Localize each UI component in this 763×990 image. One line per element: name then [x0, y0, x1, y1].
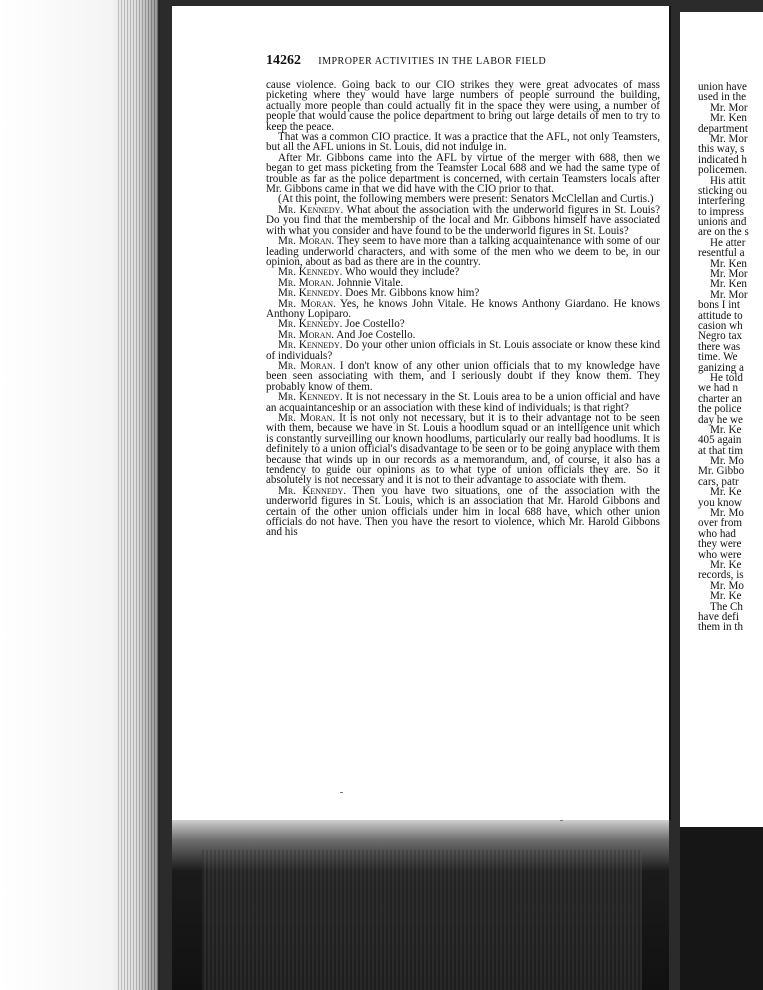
transcript-paragraph: [266, 236, 660, 267]
paragraph-text: Then you have two situations, one of the association with the underworld figures in St. Louis, which is an association that Mr. Harold Gibbons and certain of the other union officials under him in local 688 have, which other union officials do not have. Then you have the resort to violence, which Mr. Harold Gibbons and his: [266, 484, 660, 539]
right-page-bottom-shadow: [680, 827, 763, 990]
speaker-label: Mr. Kennedy.: [278, 287, 343, 300]
paragraph-text: After Mr. Gibbons came into the AFL by virtue of the merger with 688, then we began to get mass picketing from the Teamster Local 688 and we had the same type of trouble as far as the police department is concerned, with certain Teamsters locals after Mr. Gibbons came in that we did have with the CIO prior to that.: [266, 151, 660, 196]
speaker-label: Mr. Moran.: [278, 328, 335, 341]
right-page-line: union have: [698, 81, 747, 93]
transcript-paragraph: [266, 392, 660, 413]
right-page-line: Mr. Mor: [710, 101, 748, 114]
transcript-paragraph: [266, 413, 660, 486]
paragraph-text: Joe Costello?: [345, 318, 405, 331]
speaker-label: Mr. Kennedy.: [278, 484, 347, 497]
right-page-line: indicated h: [698, 153, 747, 166]
right-page-line: are on the s: [698, 226, 749, 239]
speaker-label: Mr. Kennedy.: [278, 318, 343, 331]
right-page-line: who had: [698, 527, 736, 540]
transcript-paragraph: [266, 299, 660, 320]
right-page-line: policemen.: [698, 164, 747, 177]
right-page-line: bons I int: [698, 299, 740, 312]
right-page-line: Mr. Gibbo: [698, 465, 745, 478]
right-page-line: Mr. Mo: [710, 455, 744, 468]
right-page-line: casion wh: [698, 319, 743, 332]
speaker-label: Mr. Kennedy.: [278, 203, 344, 216]
transcript-paragraph: [266, 153, 660, 195]
speaker-label: Mr. Moran.: [278, 297, 336, 310]
speaker-label: Mr. Kennedy.: [278, 391, 343, 404]
paragraph-text: It is not only not necessary, but it is to their advantage not to be seen with them, because we have in St. Louis a hoodlum squad or an intelligence unit which is constantly surveilling our known hoodlums, particularly our really bad hoodlums. It is definitely to a union official's disadvantage to be seen or to be going anyplace with them because that winds up in our records as a memorandum, and, of course, it also has a tendency to guide our opinions as to what type of union officials they are. So it absolutely is not necessary and it is not to their advantage to associate with them.: [266, 412, 660, 487]
right-page-line: the police: [698, 403, 742, 416]
right-page-line: charter an: [698, 392, 743, 405]
paragraph-text: (At this point, the following members were present: Senators McClellan and Curtis.): [278, 193, 654, 206]
right-page-line: over from: [698, 517, 743, 530]
right-page-line: there was: [698, 340, 741, 353]
right-page-line: to impress: [698, 205, 744, 218]
right-page-line: His attit: [710, 174, 746, 187]
paragraph-text: What about the association with the underworld figures in St. Louis? Do you find that the membership of the local and Mr. Gibbons himself have associated with what you consider and have found to be the underworld figures in St. Louis?: [266, 203, 661, 237]
page-header: [266, 52, 660, 68]
right-page-line: Mr. Mo: [710, 579, 744, 592]
transcript-paragraph: [266, 340, 660, 361]
right-page-line: day he we: [698, 413, 743, 426]
right-page-line: Mr. Mor: [710, 132, 748, 145]
transcript-body: [266, 80, 660, 538]
speaker-label: Mr. Kennedy.: [278, 339, 343, 352]
running-head: IMPROPER ACTIVITIES IN THE LABOR FIELD: [318, 56, 547, 67]
right-page-line: Mr. Ken: [710, 278, 747, 291]
right-page-line: ganizing a: [698, 361, 744, 374]
transcript-paragraph: [266, 80, 660, 132]
right-page-line: Mr. Ken: [710, 257, 747, 270]
speaker-label: Mr. Moran.: [278, 412, 336, 424]
right-page-line: them in th: [698, 621, 743, 634]
right-page-line: you know: [698, 496, 743, 509]
right-page-line: Mr. Mo: [710, 507, 744, 520]
transcript-paragraph: [266, 132, 660, 153]
paragraph-text: Yes, he knows John Vitale. He knows Anthony Giardano. He knows Anthony Lopiparo.: [266, 297, 660, 320]
scan-left-margin: [0, 0, 160, 990]
right-page-line: The Ch: [710, 600, 743, 613]
right-page-line: used in the: [698, 91, 747, 104]
right-page-line: who were: [698, 548, 742, 561]
page-bottom-shadow: [172, 820, 669, 990]
scan-speck: [340, 792, 343, 793]
right-page-line: department: [698, 122, 748, 135]
paragraph-text: cause violence. Going back to our CIO strikes they were great advocates of mass picketing where they would have large numbers of people surround the building, actually more people than could actually fit in the space they were using, a number of people that would cause the police department to bring out large details of men to try to keep the peace.: [266, 79, 660, 133]
paragraph-text: It is not necessary in the St. Louis area to be a union official and have an acquaintanceship or an association with these kind of individuals; is that right?: [266, 391, 660, 414]
right-page-line: we had n: [698, 382, 739, 395]
page-number: 14262: [266, 53, 301, 68]
speaker-label: Mr. Moran.: [278, 276, 335, 289]
speaker-label: Mr. Moran.: [278, 359, 336, 372]
transcript-paragraph: [266, 486, 660, 538]
right-page-line: Mr. Ke: [710, 590, 742, 603]
paragraph-text: That was a common CIO practice. It was a practice that the AFL, not only Teamsters, but all the AFL unions in St. Louis, did not indulge in.: [266, 131, 660, 154]
right-page-line: Mr. Mor: [710, 288, 748, 301]
right-page-line: interfering: [698, 195, 745, 208]
right-page-line: Mr. Ke: [710, 423, 742, 436]
right-page-line: time. We: [698, 351, 738, 364]
right-page-line: resentful a: [698, 247, 745, 260]
right-page-line: cars, patr: [698, 475, 739, 488]
transcript-paragraph: [266, 205, 660, 236]
right-page-line: 405 again: [698, 434, 742, 447]
right-page-line: this way, s: [698, 143, 745, 156]
right-page-line: unions and: [698, 216, 747, 229]
right-page-line: at that tim: [698, 444, 743, 457]
right-page-line: attitude to: [698, 309, 743, 322]
paragraph-text: They seem to have more than a talking acquaintenance with some of our leading underworld characters, and with some of the men who we deem to be, in our opinion, about as bad as there are in the country.: [266, 235, 660, 268]
speaker-label: Mr. Kennedy.: [278, 266, 343, 279]
paragraph-text: Does Mr. Gibbons know him?: [345, 287, 480, 300]
right-page-text: [698, 82, 763, 633]
transcript-paragraph: [266, 361, 660, 392]
paragraph-text: And Joe Costello.: [336, 328, 416, 341]
speaker-label: Mr. Moran.: [278, 235, 335, 248]
paragraph-text: Do your other union officials in St. Louis associate or know these kind of individuals?: [266, 339, 661, 362]
right-page-line: Negro tax: [698, 330, 743, 343]
right-page-line: Mr. Ke: [710, 486, 742, 499]
right-page-line: He atter: [710, 236, 746, 249]
paragraph-text: I don't know of any other union officials that to my knowledge have been seen associating with them, and I seriously doubt if they know them. They probably know of them.: [266, 359, 660, 393]
right-page-line: He told: [710, 371, 743, 384]
right-page-line: Mr. Mor: [710, 268, 748, 281]
right-page-line: have defi: [698, 610, 739, 623]
right-page-line: they were: [698, 538, 742, 551]
paragraph-text: Who would they include?: [345, 266, 460, 279]
right-page-line: records, is: [698, 569, 744, 582]
right-page-line: Mr. Ken: [710, 112, 747, 125]
right-page-line: sticking ou: [698, 184, 747, 197]
right-page-line: Mr. Ke: [710, 558, 742, 571]
paragraph-text: Johnnie Vitale.: [336, 276, 404, 289]
scan-speck: [560, 820, 563, 821]
